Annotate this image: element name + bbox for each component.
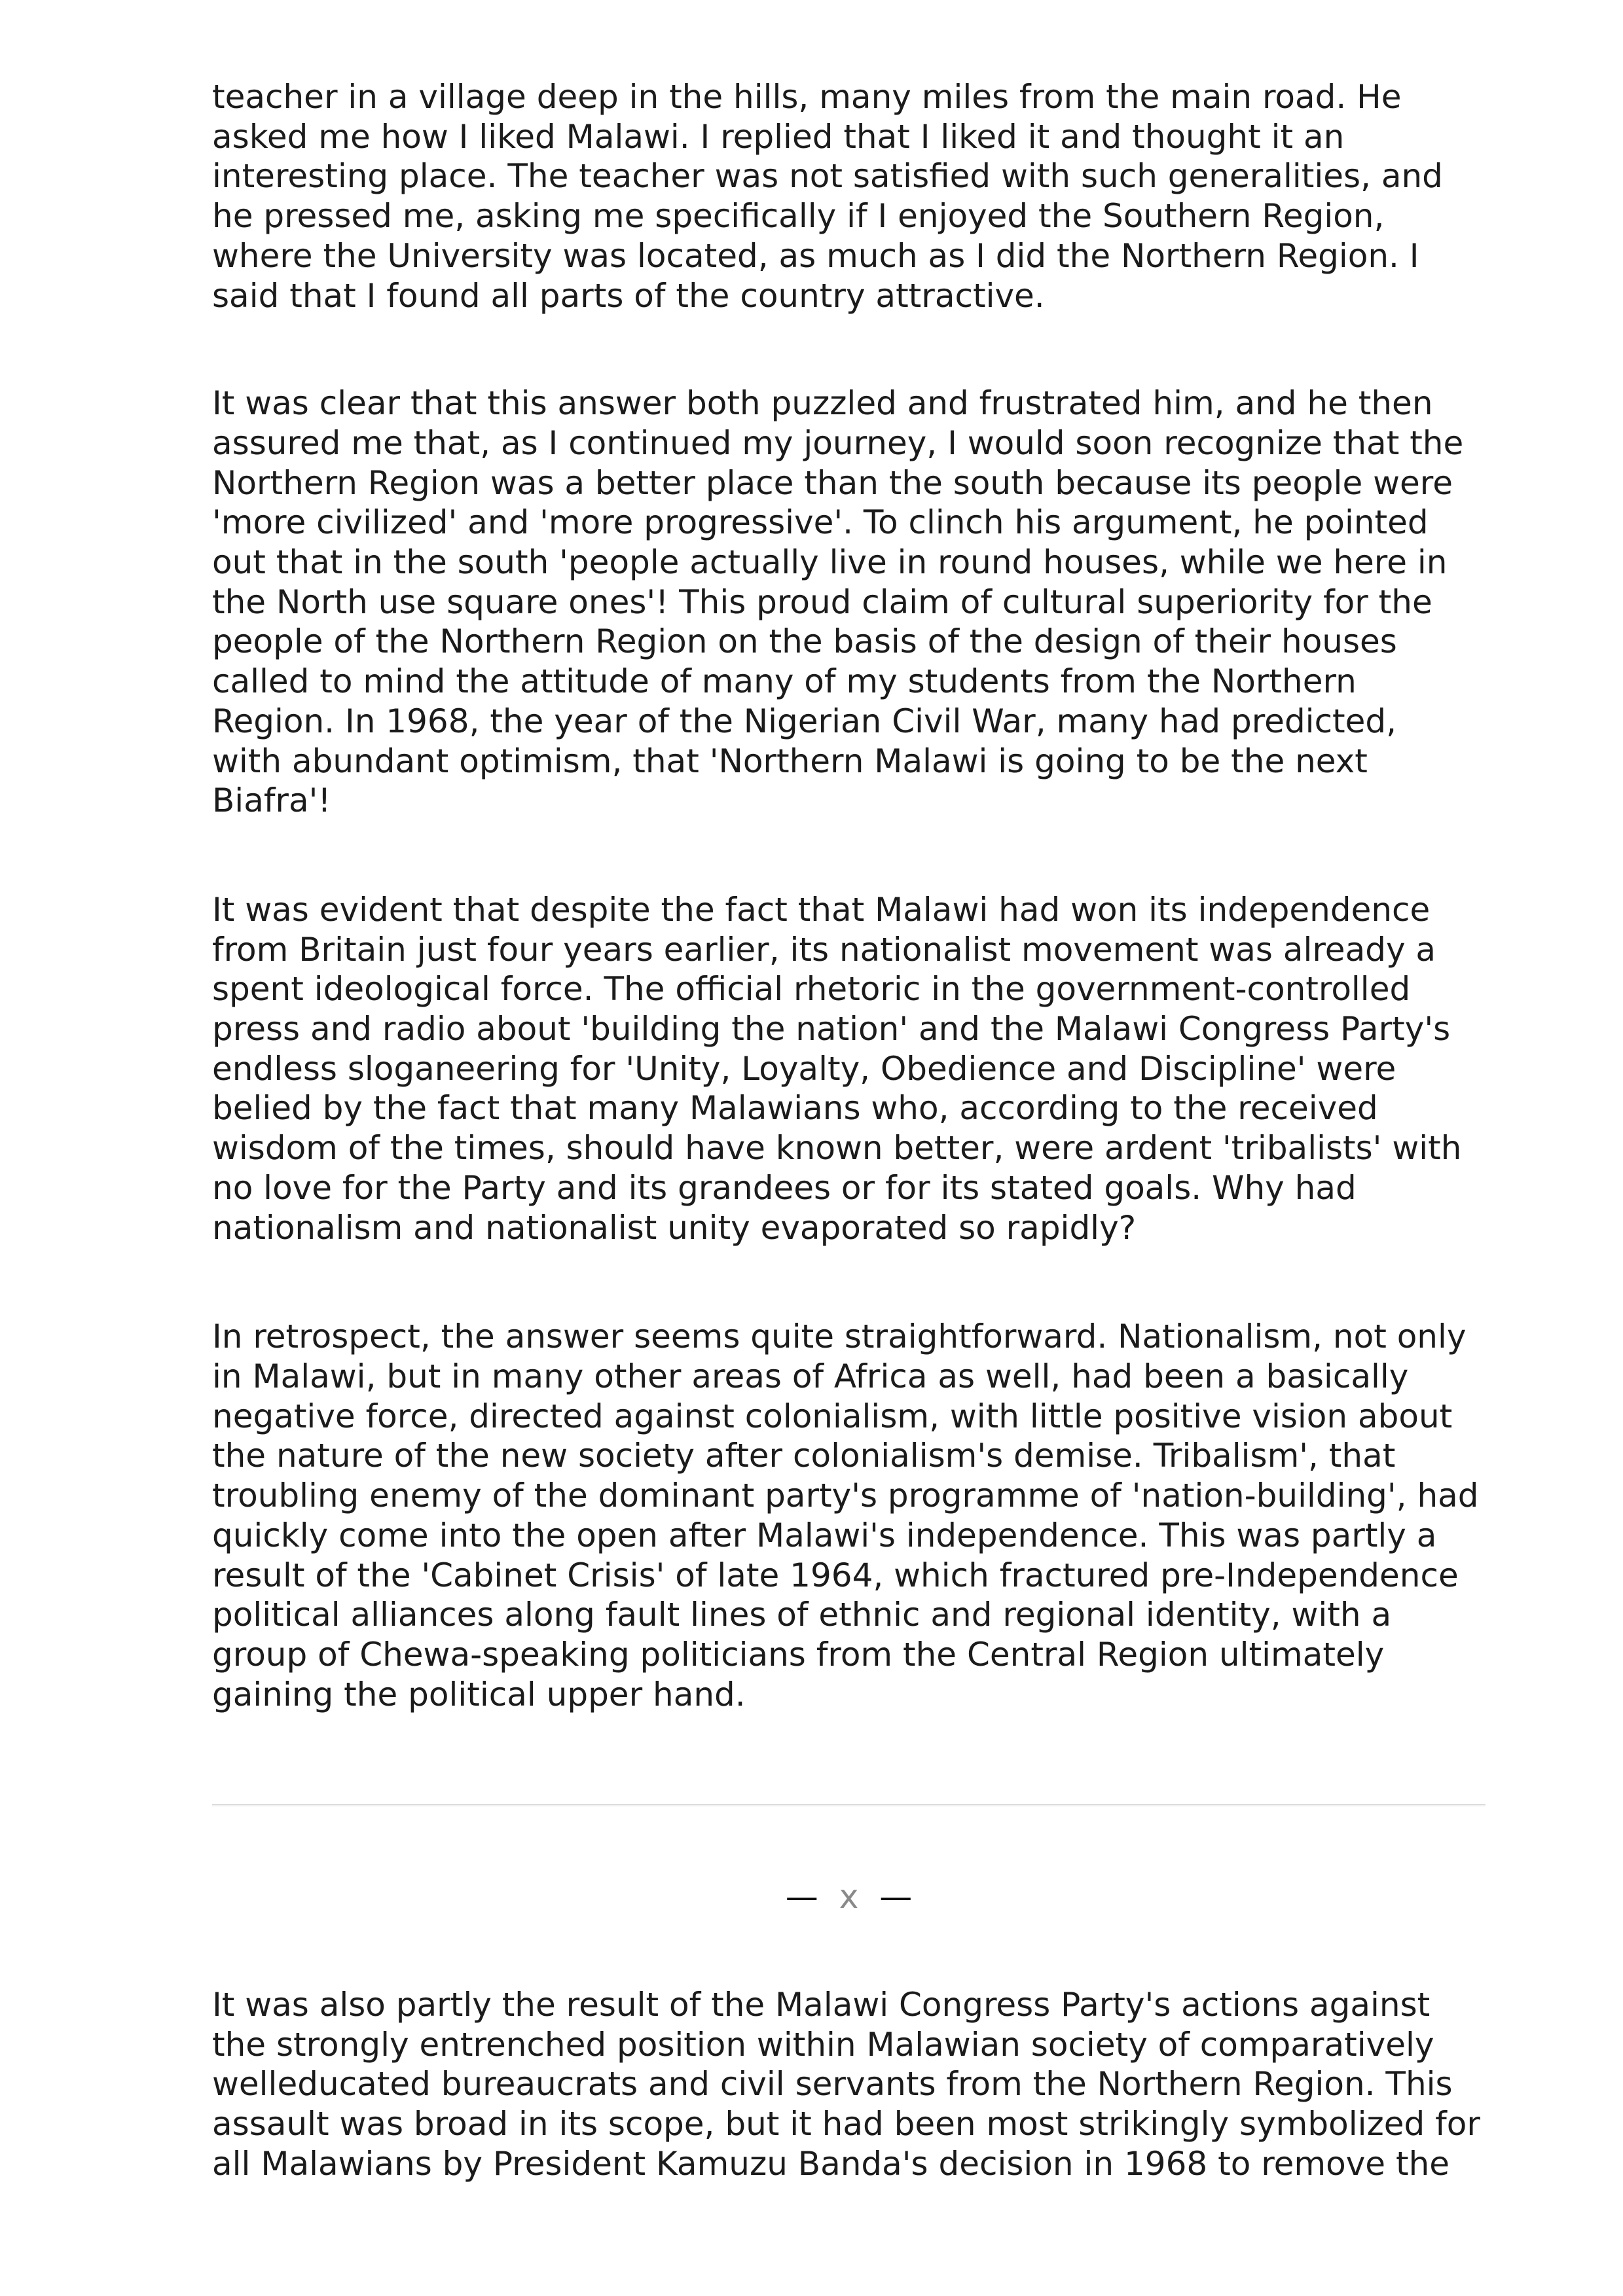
text-line: troubling enemy of the dominant party's programme of 'nation-building', had (212, 1477, 1479, 1515)
text-line: Northern Region was a better place than the south because its people were (212, 463, 1453, 502)
text-line: all Malawians by President Kamuzu Banda's decision in 1968 to remove the (212, 2144, 1450, 2183)
text-line: out that in the south 'people actually live in round houses, while we here in (212, 543, 1448, 582)
text-line: Biafra'! (212, 781, 331, 820)
text-line: result of the 'Cabinet Crisis' of late 1964, which fractured pre-Independence (212, 1556, 1459, 1594)
text-line: assured me that, as I continued my journey, I would soon recognize that the (212, 423, 1464, 462)
separator-dash-left: — (785, 1878, 818, 1916)
text-line: negative force, directed against colonialism, with little positive vision about (212, 1397, 1453, 1435)
text-line: the nature of the new society after colonialism's demise. Tribalism', that (212, 1437, 1396, 1475)
text-line: group of Chewa-speaking politicians from the Central Region ultimately (212, 1635, 1385, 1674)
text-line: nationalism and nationalist unity evaporated so rapidly? (212, 1208, 1137, 1247)
text-line: he pressed me, asking me specifically if I enjoyed the Southern Region, (212, 197, 1385, 236)
text-line: from Britain just four years earlier, its nationalist movement was already a (212, 930, 1436, 969)
text-line: people of the Northern Region on the basis of the design of their houses (212, 622, 1397, 661)
text-line: the strongly entrenched position within Malawian society of comparatively (212, 2025, 1434, 2064)
section-break-ornament (212, 1877, 1486, 1917)
text-line: spent ideological force. The official rhetoric in the government-controlled (212, 970, 1411, 1009)
text-line: asked me how I liked Malawi. I replied that I liked it and thought it an (212, 117, 1345, 156)
paragraph (212, 384, 1486, 821)
text-line: gaining the political upper hand. (212, 1675, 746, 1713)
text-line: no love for the Party and its grandees or for its stated goals. Why had (212, 1168, 1357, 1207)
text-line: In retrospect, the answer seems quite straightforward. Nationalism, not only (212, 1318, 1467, 1356)
text-line: belied by the fact that many Malawians who, according to the received (212, 1089, 1378, 1128)
text-line: where the University was located, as much as I did the Northern Region. I (212, 236, 1419, 275)
text-line: It was evident that despite the fact that Malawi had won its independence (212, 890, 1431, 929)
text-column (212, 77, 1486, 2184)
text-line: 'more civilized' and 'more progressive'. To clinch his argument, he pointed (212, 503, 1429, 542)
separator-mark: x (839, 1878, 859, 1916)
paragraph (212, 1985, 1486, 2184)
separator-dash-right: — (879, 1878, 913, 1916)
paragraph (212, 1317, 1486, 1714)
text-line: endless sloganeering for 'Unity, Loyalty, Obedience and Discipline' were (212, 1049, 1396, 1088)
text-line: interesting place. The teacher was not satisfied with such generalities, and (212, 157, 1443, 196)
text-line: press and radio about 'building the nation' and the Malawi Congress Party's (212, 1010, 1451, 1049)
text-line: political alliances along fault lines of ethnic and regional identity, with a (212, 1596, 1392, 1634)
text-line: said that I found all parts of the country attractive. (212, 276, 1045, 315)
text-line: quickly come into the open after Malawi's independence. This was partly a (212, 1516, 1437, 1554)
text-line: welleducated bureaucrats and civil servants from the Northern Region. This (212, 2065, 1453, 2104)
text-line: in Malawi, but in many other areas of Africa as well, had been a basically (212, 1357, 1409, 1395)
paragraph (212, 77, 1486, 315)
text-line: wisdom of the times, should have known better, were ardent 'tribalists' with (212, 1129, 1462, 1168)
text-line: assault was broad in its scope, but it had been most strikingly symbolized for (212, 2105, 1480, 2144)
text-line: called to mind the attitude of many of my students from the Northern (212, 662, 1357, 701)
text-line: It was also partly the result of the Malawi Congress Party's actions against (212, 1986, 1431, 2024)
text-line: teacher in a village deep in the hills, many miles from the main road. He (212, 78, 1402, 116)
text-line: Region. In 1968, the year of the Nigerian Civil War, many had predicted, (212, 702, 1397, 740)
section-divider (212, 1804, 1486, 1806)
text-line: It was clear that this answer both puzzled and frustrated him, and he then (212, 384, 1433, 423)
text-line: the North use square ones'! This proud claim of cultural superiority for the (212, 583, 1432, 621)
text-line: with abundant optimism, that 'Northern Malawi is going to be the next (212, 742, 1368, 780)
paragraph (212, 890, 1486, 1247)
